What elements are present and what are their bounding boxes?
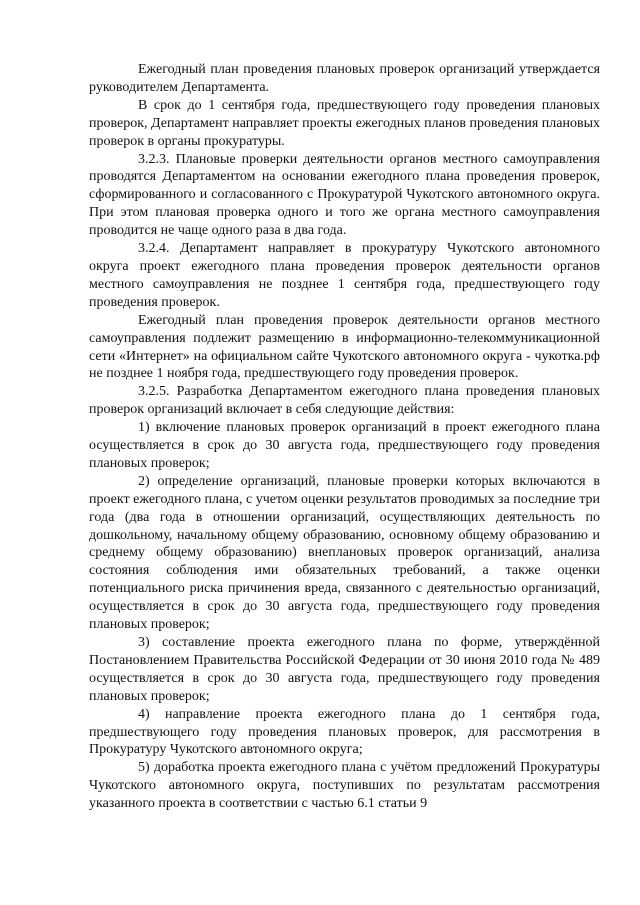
paragraph-plan-publication: Ежегодный план проведения проверок деятельности органов местного самоуправления подлежит размещению в информационно-телекоммуникационной сети «Интернет» на официальном сайте Чукотского автономного округа - чукотка.рф не позднее 1 ноября года, предшествующего году проведения проверок. bbox=[89, 312, 600, 382]
document-body bbox=[89, 61, 600, 813]
paragraph-annual-plan-approval: Ежегодный план проведения плановых проверок организаций утверждается руководителем Департамента. bbox=[89, 62, 600, 95]
list-item-1: 1) включение плановых проверок организаций в проект ежегодного плана осуществляется в срок до 30 августа года, предшествующего году проведения плановых проверок; bbox=[89, 420, 600, 471]
list-item-5: 5) доработка проекта ежегодного плана с учётом предложений Прокуратуры Чукотского автономного округа, поступивших по результатам рассмотрения указанного проекта в соответствии с частью 6.1 статьи 9 bbox=[89, 760, 600, 812]
paragraph-plans-to-prosecutor: В срок до 1 сентября года, предшествующего году проведения плановых проверок, Департамент направляет проекты ежегодных планов проведения плановых проверок в органы прокуратуры. bbox=[89, 97, 600, 149]
paragraph-3-2-4: 3.2.4. Департамент направляет в прокуратуру Чукотского автономного округа проект ежегодного плана проведения проверок деятельности органов местного самоуправления не позднее 1 сентября года, предшествующего году проведения проверок. bbox=[89, 241, 600, 310]
list-item-3: 3) составление проекта ежегодного плана по форме, утверждённой Постановлением Правительства Российской Федерации от 30 июня 2010 года № 489 осуществляется в срок до 30 августа года, предшествующего году проведения плановых проверок; bbox=[89, 635, 600, 704]
list-item-2: 2) определение организаций, плановые проверки которых включаются в проект ежегодного плана, с учетом оценки результатов проводимых за последние три года (два года в отношении организаций, осуществляющих деятельность по дошкольному, начальному общему образованию, основному общему образованию и среднему общему образованию) внеплановых проверок организаций, анализа состояния соблюдения ими обязательных требований, а также оценки потенциального риска причинения вреда, связанного с деятельностью организаций, осуществляется в срок до 30 августа года, предшествующего году проведения плановых проверок; bbox=[89, 473, 600, 633]
paragraph-3-2-5: 3.2.5. Разработка Департаментом ежегодного плана проведения плановых проверок организаций включает в себя следующие действия: bbox=[89, 384, 600, 418]
paragraph-3-2-3: 3.2.3. Плановые проверки деятельности органов местного самоуправления проводятся Департаментом на основании ежегодного плана проведения проверок, сформированного и согласованного с Прокуратурой Чукотского автономного округа. При этом плановая проверка одного и того же органа местного самоуправления проводится не чаще одного раза в два года. bbox=[89, 151, 600, 239]
list-item-4: 4) направление проекта ежегодного плана до 1 сентября года, предшествующего году проведения плановых проверок, для рассмотрения в Прокуратуру Чукотского автономного округа; bbox=[89, 706, 600, 758]
